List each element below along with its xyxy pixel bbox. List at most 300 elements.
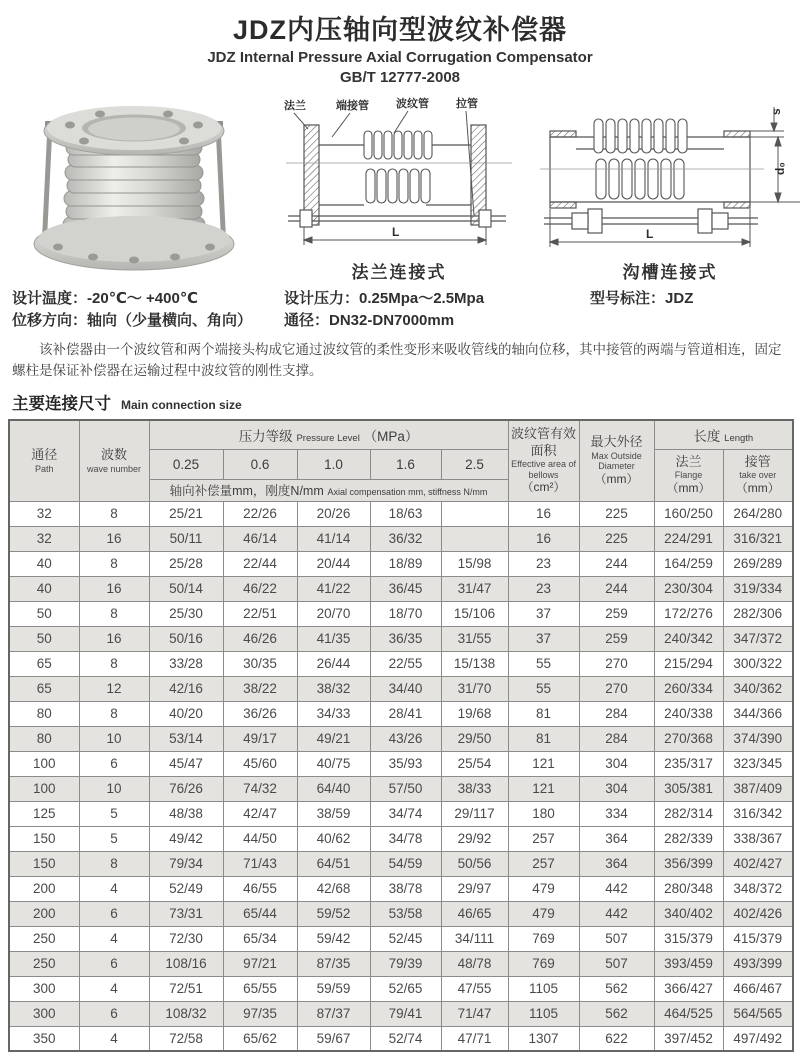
table-cell: 59/52: [297, 901, 370, 926]
top-flange: [44, 106, 224, 155]
table-cell: 30/35: [223, 651, 297, 676]
table-cell: 80: [9, 726, 79, 751]
table-cell: 46/26: [223, 626, 297, 651]
table-row: [9, 951, 793, 976]
flange-diagram: [274, 97, 524, 283]
table-cell: 366/427: [654, 976, 723, 1001]
table-cell: 38/32: [297, 676, 370, 701]
table-cell: 356/399: [654, 851, 723, 876]
standard-number: GB/T 12777-2008: [339, 69, 461, 87]
table-cell: 48/78: [441, 951, 508, 976]
table-cell: 260/334: [654, 676, 723, 701]
table-cell: 41/35: [297, 626, 370, 651]
table-row: [9, 851, 793, 876]
table-cell: 304: [579, 776, 654, 801]
table-cell: 100: [9, 751, 79, 776]
table-cell: 8: [79, 551, 149, 576]
table-cell: 76/26: [149, 776, 223, 801]
table-cell: 164/259: [654, 551, 723, 576]
table-row: [9, 976, 793, 1001]
table-cell: 393/459: [654, 951, 723, 976]
table-cell: 52/49: [149, 876, 223, 901]
table-cell: 250: [9, 926, 79, 951]
table-row: [9, 676, 793, 701]
label-bellows: 波纹管: [396, 98, 429, 111]
table-cell: 466/467: [723, 976, 793, 1001]
spec-line-1: [12, 288, 792, 310]
table-row: [9, 876, 793, 901]
flange-diagram-caption: 法兰连接式: [351, 263, 447, 283]
table-cell: 8: [79, 601, 149, 626]
table-cell: 316/321: [723, 526, 793, 551]
table-cell: 4: [79, 1026, 149, 1051]
table-cell: 19/68: [441, 701, 508, 726]
table-cell: 46/22: [223, 576, 297, 601]
table-cell: 49/42: [149, 826, 223, 851]
table-cell: 87/37: [297, 1001, 370, 1026]
table-cell: 16: [79, 626, 149, 651]
table-cell: 10: [79, 776, 149, 801]
table-cell: 4: [79, 976, 149, 1001]
table-cell: 1307: [508, 1026, 579, 1051]
table-cell: 64/51: [297, 851, 370, 876]
table-cell: 32: [9, 526, 79, 551]
table-cell: 347/372: [723, 626, 793, 651]
table-cell: 259: [579, 601, 654, 626]
table-cell: 38/78: [370, 876, 441, 901]
table-cell: 48/38: [149, 801, 223, 826]
table-cell: 40/75: [297, 751, 370, 776]
table-cell: 79/41: [370, 1001, 441, 1026]
table-cell: 52/45: [370, 926, 441, 951]
table-cell: 34/40: [370, 676, 441, 701]
table-cell: 18/89: [370, 551, 441, 576]
col-header-wave-number: 波数 wave number: [79, 420, 149, 501]
product-description: 该补偿器由一个波纹管和两个端接头构成它通过波纹管的柔性变形来吸收管线的轴向位移，其中接管的两端与管道相连，固定螺柱是保证补偿器在运输过程中波纹管的刚性支撑。: [12, 341, 782, 379]
table-row: [9, 901, 793, 926]
table-cell: 244: [579, 576, 654, 601]
table-cell: 402/426: [723, 901, 793, 926]
table-cell: 319/334: [723, 576, 793, 601]
table-cell: 42/47: [223, 801, 297, 826]
table-cell: 340/362: [723, 676, 793, 701]
table-row: [9, 1026, 793, 1051]
table-cell: 340/402: [654, 901, 723, 926]
table-row: [9, 826, 793, 851]
table-cell: 36/45: [370, 576, 441, 601]
table-cell: 8: [79, 651, 149, 676]
table-cell: 55: [508, 676, 579, 701]
table-cell: 18/63: [370, 501, 441, 526]
table-cell: 18/70: [370, 601, 441, 626]
table-cell: 72/51: [149, 976, 223, 1001]
table-cell: 464/525: [654, 1001, 723, 1026]
connection-size-table: [8, 419, 794, 1052]
table-cell: 769: [508, 951, 579, 976]
table-cell: 73/31: [149, 901, 223, 926]
table-cell: 20/70: [297, 601, 370, 626]
table-cell: 282/314: [654, 801, 723, 826]
table-cell: 25/21: [149, 501, 223, 526]
table-cell: 22/44: [223, 551, 297, 576]
table-cell: 32: [9, 501, 79, 526]
table-cell: 4: [79, 926, 149, 951]
table-cell: 442: [579, 901, 654, 926]
groove-diagram: [532, 97, 800, 283]
table-cell: 16: [79, 576, 149, 601]
table-cell: 15/98: [441, 551, 508, 576]
table-row: [9, 601, 793, 626]
table-cell: 65/44: [223, 901, 297, 926]
label-flange: 法兰: [284, 100, 306, 113]
table-cell: 81: [508, 701, 579, 726]
table-cell: 81: [508, 726, 579, 751]
table-cell: 240/338: [654, 701, 723, 726]
col-header-pressure-level: 压力等级 Pressure Level （MPa）: [149, 420, 508, 449]
table-cell: 53/58: [370, 901, 441, 926]
table-cell: 10: [79, 726, 149, 751]
table-cell: 50/14: [149, 576, 223, 601]
table-cell: 507: [579, 951, 654, 976]
table-cell: 37: [508, 601, 579, 626]
table-cell: 304: [579, 751, 654, 776]
table-cell: 31/47: [441, 576, 508, 601]
table-cell: 1105: [508, 976, 579, 1001]
table-cell: 270: [579, 676, 654, 701]
table-cell: 348/372: [723, 876, 793, 901]
table-cell: 493/399: [723, 951, 793, 976]
table-cell: 338/367: [723, 826, 793, 851]
table-cell: 34/78: [370, 826, 441, 851]
table-cell: 6: [79, 901, 149, 926]
pressure-1.6: 1.6: [370, 449, 441, 479]
table-cell: 300/322: [723, 651, 793, 676]
table-cell: 35/93: [370, 751, 441, 776]
spec-design-temperature: 设计温度：-20℃～ +400℃: [12, 290, 198, 308]
table-cell: 46/55: [223, 876, 297, 901]
table-cell: 5: [79, 826, 149, 851]
table-cell: 31/55: [441, 626, 508, 651]
table-cell: 42/68: [297, 876, 370, 901]
table-cell: 50/16: [149, 626, 223, 651]
table-cell: 59/67: [297, 1026, 370, 1051]
table-cell: 300: [9, 976, 79, 1001]
table-cell: 29/97: [441, 876, 508, 901]
table-cell: 72/30: [149, 926, 223, 951]
col-header-compensation-note: 轴向补偿量mm，刚度N/mm Axial compensation mm, stiffness N/mm: [149, 479, 508, 501]
table-row: [9, 501, 793, 526]
table-cell: 71/47: [441, 1001, 508, 1026]
table-cell: 45/47: [149, 751, 223, 776]
spec-line-2: [12, 310, 792, 332]
table-cell: 53/14: [149, 726, 223, 751]
table-cell: 26/44: [297, 651, 370, 676]
table-cell: 100: [9, 776, 79, 801]
table-cell: 59/59: [297, 976, 370, 1001]
table-cell: 65: [9, 676, 79, 701]
figures-row: [8, 97, 792, 283]
table-cell: 36/35: [370, 626, 441, 651]
bottom-flange: [34, 216, 234, 270]
table-cell: 22/51: [223, 601, 297, 626]
pressure-0.6: 0.6: [223, 449, 297, 479]
table-cell: 225: [579, 501, 654, 526]
table-cell: 34/74: [370, 801, 441, 826]
table-cell: 29/117: [441, 801, 508, 826]
table-cell: 65/34: [223, 926, 297, 951]
table-row: [9, 526, 793, 551]
table-cell: 402/427: [723, 851, 793, 876]
table-cell: 250: [9, 951, 79, 976]
groove-diagram-caption: 沟槽连接式: [622, 263, 718, 283]
col-header-length: 长度 Length: [654, 420, 793, 449]
table-row: [9, 576, 793, 601]
table-cell: 20/44: [297, 551, 370, 576]
col-header-takeover-length: 接管 take over （mm）: [723, 449, 793, 501]
col-header-effective-area: 波纹管有效面积 Effective area of bellows （cm²）: [508, 420, 579, 501]
spec-displacement-direction: 位移方向：轴向（少量横向、角向）: [12, 312, 253, 330]
table-cell: 16: [508, 526, 579, 551]
table-cell: 49/17: [223, 726, 297, 751]
table-cell: 415/379: [723, 926, 793, 951]
label-end-pipe: 端接管: [336, 100, 369, 113]
table-cell: 41/22: [297, 576, 370, 601]
table-cell: 315/379: [654, 926, 723, 951]
table-cell: 28/41: [370, 701, 441, 726]
section-title-cn: 主要连接尺寸: [12, 395, 111, 414]
table-cell: 497/492: [723, 1026, 793, 1051]
table-cell: 64/40: [297, 776, 370, 801]
table-cell: 364: [579, 826, 654, 851]
table-cell: 334: [579, 801, 654, 826]
table-cell: 121: [508, 776, 579, 801]
table-cell: 257: [508, 826, 579, 851]
table-cell: 4: [79, 876, 149, 901]
table-cell: 225: [579, 526, 654, 551]
table-row: [9, 1001, 793, 1026]
table-cell: 54/59: [370, 851, 441, 876]
table-cell: 80: [9, 701, 79, 726]
table-cell: 160/250: [654, 501, 723, 526]
table-cell: 397/452: [654, 1026, 723, 1051]
table-cell: 200: [9, 876, 79, 901]
table-cell: 284: [579, 701, 654, 726]
table-cell: 200: [9, 901, 79, 926]
table-cell: 72/58: [149, 1026, 223, 1051]
pressure-2.5: 2.5: [441, 449, 508, 479]
table-cell: 59/42: [297, 926, 370, 951]
table-cell: 121: [508, 751, 579, 776]
table-cell: 280/348: [654, 876, 723, 901]
table-cell: 264/280: [723, 501, 793, 526]
table-cell: 564/565: [723, 1001, 793, 1026]
table-cell: 43/26: [370, 726, 441, 751]
pressure-0.25: 0.25: [149, 449, 223, 479]
table-row: [9, 726, 793, 751]
spec-model-mark: 型号标注：JDZ: [590, 290, 694, 308]
table-cell: 364: [579, 851, 654, 876]
table-cell: 562: [579, 976, 654, 1001]
table-cell: 45/60: [223, 751, 297, 776]
table-row: [9, 701, 793, 726]
table-cell: 38/33: [441, 776, 508, 801]
table-cell: 46/65: [441, 901, 508, 926]
table-cell: [441, 501, 508, 526]
dim-d0-label: d₀: [773, 162, 787, 176]
table-cell: 31/70: [441, 676, 508, 701]
table-cell: 244: [579, 551, 654, 576]
table-cell: 23: [508, 551, 579, 576]
table-cell: 65/55: [223, 976, 297, 1001]
title-block: [8, 14, 792, 87]
spec-diameter-range: 通径：DN32-DN7000mm: [284, 312, 455, 330]
table-row: [9, 626, 793, 651]
table-cell: 622: [579, 1026, 654, 1051]
table-cell: 46/14: [223, 526, 297, 551]
table-cell: 36/26: [223, 701, 297, 726]
table-cell: 15/106: [441, 601, 508, 626]
header-row-1: [9, 420, 793, 449]
table-cell: 230/304: [654, 576, 723, 601]
table-cell: 507: [579, 926, 654, 951]
table-cell: 23: [508, 576, 579, 601]
table-cell: 5: [79, 801, 149, 826]
table-cell: 284: [579, 726, 654, 751]
label-tie-rod: 拉管: [456, 98, 478, 111]
table-row: [9, 776, 793, 801]
table-cell: 25/30: [149, 601, 223, 626]
page-title-cn: JDZ内压轴向型波纹补偿器: [232, 15, 567, 45]
section-title-en: Main connection size: [121, 398, 242, 413]
table-cell: 305/381: [654, 776, 723, 801]
table-cell: 52/74: [370, 1026, 441, 1051]
table-cell: [441, 526, 508, 551]
table-cell: 6: [79, 1001, 149, 1026]
table-cell: 257: [508, 851, 579, 876]
table-cell: 34/33: [297, 701, 370, 726]
table-cell: 22/26: [223, 501, 297, 526]
table-row: [9, 751, 793, 776]
table-cell: 215/294: [654, 651, 723, 676]
table-cell: 38/59: [297, 801, 370, 826]
table-cell: 300: [9, 1001, 79, 1026]
dim-l-label: L: [646, 227, 654, 242]
table-cell: 47/55: [441, 976, 508, 1001]
table-cell: 344/366: [723, 701, 793, 726]
col-header-flange-length: 法兰 Flange （mm）: [654, 449, 723, 501]
table-cell: 8: [79, 701, 149, 726]
section-title: [12, 390, 792, 414]
table-cell: 71/43: [223, 851, 297, 876]
table-cell: 108/32: [149, 1001, 223, 1026]
table-cell: 769: [508, 926, 579, 951]
page-title-en: JDZ Internal Pressure Axial Corrugation Compensator: [207, 49, 593, 67]
table-cell: 108/16: [149, 951, 223, 976]
table-cell: 270: [579, 651, 654, 676]
bellows-convolutions: [364, 131, 432, 203]
table-cell: 97/21: [223, 951, 297, 976]
table-cell: 282/339: [654, 826, 723, 851]
table-cell: 6: [79, 751, 149, 776]
table-cell: 74/32: [223, 776, 297, 801]
dim-s-label: s: [769, 108, 783, 116]
table-cell: 55: [508, 651, 579, 676]
table-cell: 97/35: [223, 1001, 297, 1026]
table-cell: 40: [9, 551, 79, 576]
table-cell: 50: [9, 601, 79, 626]
table-cell: 259: [579, 626, 654, 651]
table-cell: 269/289: [723, 551, 793, 576]
table-cell: 42/16: [149, 676, 223, 701]
table-cell: 40: [9, 576, 79, 601]
specs-block: [8, 288, 792, 332]
table-cell: 33/28: [149, 651, 223, 676]
table-cell: 224/291: [654, 526, 723, 551]
table-cell: 562: [579, 1001, 654, 1026]
table-cell: 12: [79, 676, 149, 701]
table-cell: 25/28: [149, 551, 223, 576]
table-cell: 374/390: [723, 726, 793, 751]
col-header-path: 通径 Path: [9, 420, 79, 501]
table-cell: 65: [9, 651, 79, 676]
table-cell: 6: [79, 951, 149, 976]
table-row: [9, 926, 793, 951]
col-header-max-od: 最大外径 Max Outside Diameter （mm）: [579, 420, 654, 501]
table-cell: 20/26: [297, 501, 370, 526]
table-row: [9, 551, 793, 576]
table-cell: 29/92: [441, 826, 508, 851]
table-cell: 25/54: [441, 751, 508, 776]
table-cell: 8: [79, 501, 149, 526]
table-cell: 57/50: [370, 776, 441, 801]
table-cell: 40/62: [297, 826, 370, 851]
table-cell: 8: [79, 851, 149, 876]
table-cell: 479: [508, 876, 579, 901]
table-cell: 479: [508, 901, 579, 926]
table-cell: 36/32: [370, 526, 441, 551]
pressure-1.0: 1.0: [297, 449, 370, 479]
table-cell: 125: [9, 801, 79, 826]
table-row: [9, 801, 793, 826]
table-cell: 282/306: [723, 601, 793, 626]
product-photo: [8, 97, 260, 279]
table-cell: 172/276: [654, 601, 723, 626]
table-cell: 79/34: [149, 851, 223, 876]
table-cell: 22/55: [370, 651, 441, 676]
table-cell: 316/342: [723, 801, 793, 826]
table-cell: 49/21: [297, 726, 370, 751]
table-cell: 50: [9, 626, 79, 651]
table-cell: 350: [9, 1026, 79, 1051]
bellows-convolutions: [594, 119, 687, 199]
table-cell: 442: [579, 876, 654, 901]
table-row: [9, 651, 793, 676]
spec-table-body: [9, 501, 793, 1051]
table-cell: 65/62: [223, 1026, 297, 1051]
table-cell: 180: [508, 801, 579, 826]
table-cell: 47/71: [441, 1026, 508, 1051]
dim-l-label: L: [392, 225, 400, 240]
table-cell: 323/345: [723, 751, 793, 776]
table-cell: 41/14: [297, 526, 370, 551]
table-cell: 44/50: [223, 826, 297, 851]
table-cell: 29/50: [441, 726, 508, 751]
table-cell: 15/138: [441, 651, 508, 676]
table-cell: 150: [9, 851, 79, 876]
table-cell: 150: [9, 826, 79, 851]
table-cell: 52/65: [370, 976, 441, 1001]
table-cell: 1105: [508, 1001, 579, 1026]
